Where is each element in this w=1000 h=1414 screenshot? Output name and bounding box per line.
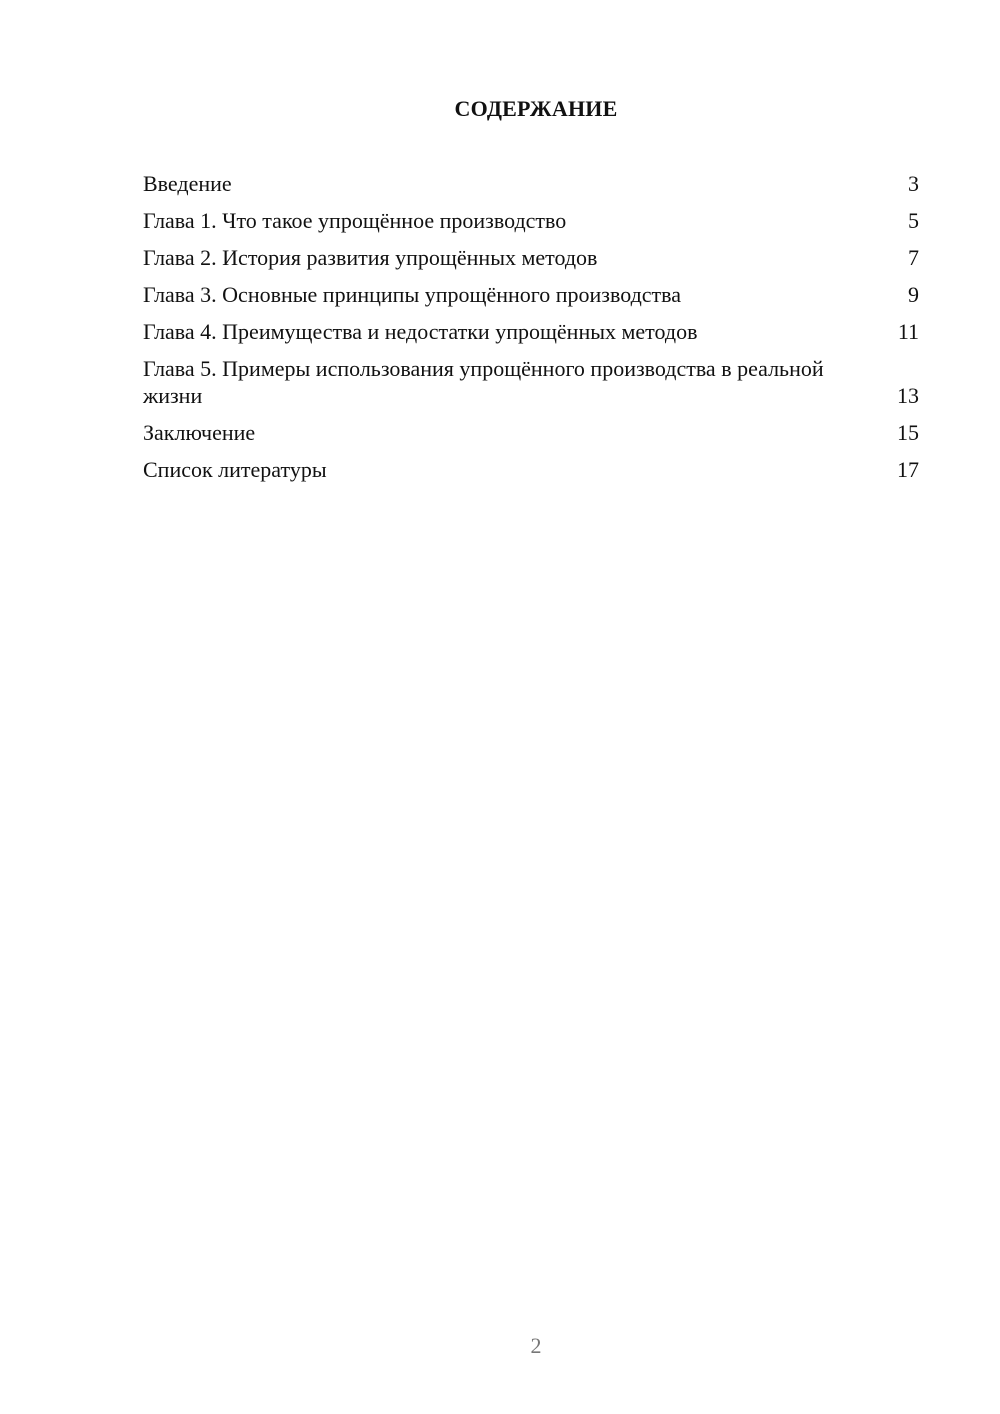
- toc-entry-page: 9: [908, 282, 919, 307]
- page-number: 2: [530, 1333, 542, 1358]
- toc-entry-label: Введение: [143, 171, 232, 196]
- toc-entry-chapter-1[interactable]: [143, 207, 919, 234]
- toc-entry-page: 17: [897, 457, 919, 482]
- toc-entry-label: Глава 3. Основные принципы упрощённого производства: [143, 282, 682, 307]
- toc-entry-introduction[interactable]: [143, 170, 919, 197]
- toc-entry-page: 3: [908, 171, 919, 196]
- toc-entry-page: 7: [908, 245, 919, 270]
- toc-entry-label: Глава 1. Что такое упрощённое производство: [143, 208, 567, 233]
- toc-entry-chapter-4[interactable]: [143, 318, 919, 345]
- toc-entry-label: Глава 4. Преимущества и недостатки упрощённых методов: [143, 319, 698, 344]
- toc-entry-page: 13: [897, 383, 919, 408]
- toc-entry-page: 5: [908, 208, 919, 233]
- toc-entry-chapter-3[interactable]: [143, 281, 919, 308]
- toc-entry-references[interactable]: [143, 456, 919, 483]
- toc-entry-page: 11: [897, 319, 919, 344]
- toc-entry-conclusion[interactable]: [143, 419, 919, 446]
- toc-entry-page: 15: [897, 420, 919, 445]
- page-title: СОДЕРЖАНИЕ: [454, 96, 618, 121]
- table-of-contents: [143, 170, 919, 493]
- toc-entry-chapter-5[interactable]: [143, 355, 919, 409]
- toc-entry-label: Глава 5. Примеры использования упрощённого производства в реальной жизни: [143, 356, 824, 408]
- toc-entry-label: Список литературы: [143, 457, 327, 482]
- toc-entry-label: Глава 2. История развития упрощённых методов: [143, 245, 598, 270]
- toc-entry-chapter-2[interactable]: [143, 244, 919, 271]
- toc-entry-label: Заключение: [143, 420, 256, 445]
